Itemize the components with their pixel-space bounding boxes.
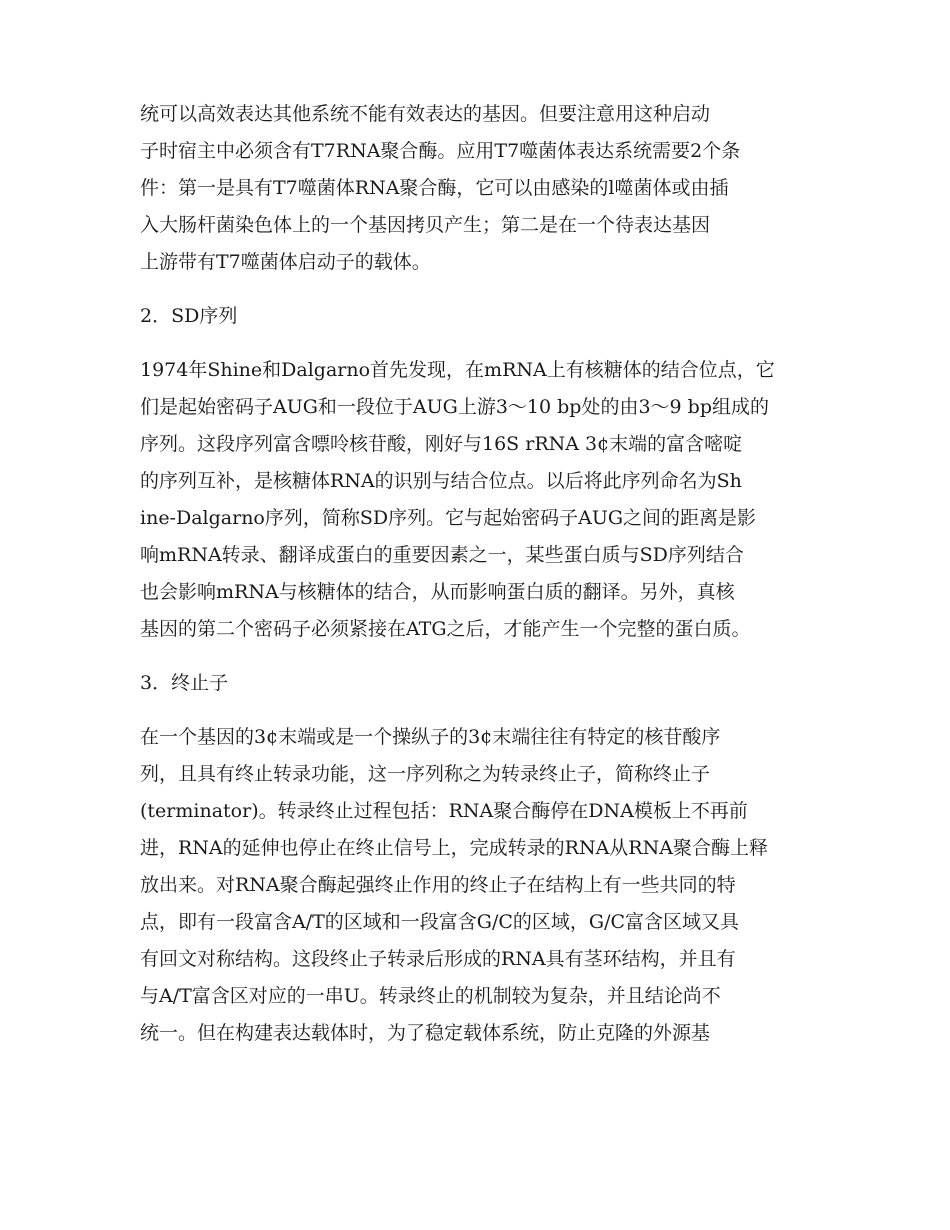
text-line: 统一。但在构建表达载体时，为了稳定载体系统，防止克隆的外源基 xyxy=(140,1022,711,1044)
text-line: 子时宿主中必须含有T7RNA聚合酶。应用T7噬菌体表达系统需要2个条 xyxy=(140,140,741,162)
text-line: 统可以高效表达其他系统不能有效表达的基因。但要注意用这种启动 xyxy=(140,103,711,125)
text-line: 上游带有T7噬菌体启动子的载体。 xyxy=(140,251,431,273)
paragraph-t7-expression xyxy=(140,96,820,281)
text-line: 放出来。对RNA聚合酶起强终止作用的终止子在结构上有一些共同的特 xyxy=(140,874,736,896)
text-line: 件：第一是具有T7噬菌体RNA聚合酶，它可以由感染的l噬菌体或由插 xyxy=(140,177,729,199)
text-line: ine-Dalgarno序列，简称SD序列。它与起始密码子AUG之间的距离是影 xyxy=(140,507,757,529)
text-line: 与A/T富含区对应的一串U。转录终止的机制较为复杂，并且结论尚不 xyxy=(140,985,721,1007)
text-line: 列，且具有终止转录功能，这一序列称之为转录终止子，简称终止子 xyxy=(140,763,711,785)
paragraph-terminator xyxy=(140,719,820,1052)
text-line: 响mRNA转录、翻译成蛋白的重要因素之一，某些蛋白质与SD序列结合 xyxy=(140,544,744,566)
text-line: 的序列互补，是核糖体RNA的识别与结合位点。以后将此序列命名为Sh xyxy=(140,470,742,492)
text-line: 们是起始密码子AUG和一段位于AUG上游3～10 bp处的由3～9 bp组成的 xyxy=(140,396,769,418)
text-line: 有回文对称结构。这段终止子转录后形成的RNA具有茎环结构，并且有 xyxy=(140,948,736,970)
document-body xyxy=(140,96,820,1069)
section-heading-sd-sequence: 2．SD序列 xyxy=(140,305,238,327)
text-line: 也会影响mRNA与核糖体的结合，从而影响蛋白质的翻译。另外，真核 xyxy=(140,581,735,603)
paragraph-sd-sequence xyxy=(140,352,820,648)
section-heading-terminator: 3．终止子 xyxy=(140,672,229,694)
text-line: 进，RNA的延伸也停止在终止信号上，完成转录的RNA从RNA聚合酶上释 xyxy=(140,837,768,859)
text-line: 序列。这段序列富含嘌呤核苷酸，刚好与16S rRNA 3¢末端的富含嘧啶 xyxy=(140,433,743,455)
text-line: 点，即有一段富含A/T的区域和一段富含G/C的区域，G/C富含区域又具 xyxy=(140,911,740,933)
text-line: 在一个基因的3¢末端或是一个操纵子的3¢末端往往有特定的核苷酸序 xyxy=(140,726,721,748)
text-line: 基因的第二个密码子必须紧接在ATG之后，才能产生一个完整的蛋白质。 xyxy=(140,618,751,640)
text-line: 入大肠杆菌染色体上的一个基因拷贝产生；第二是在一个待表达基因 xyxy=(140,214,711,236)
text-line: (terminator)。转录终止过程包括：RNA聚合酶停在DNA模板上不再前 xyxy=(140,800,748,822)
text-line: 1974年Shine和Dalgarno首先发现，在mRNA上有核糖体的结合位点，它 xyxy=(140,359,775,381)
